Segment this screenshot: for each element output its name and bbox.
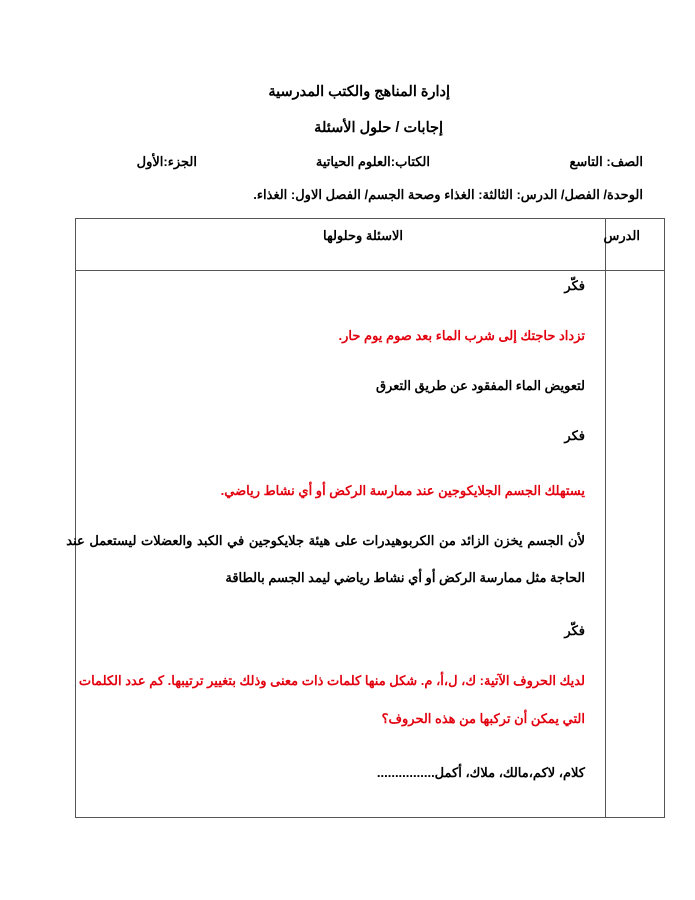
question-text: تزداد حاجتك إلى شرب الماء بعد صوم يوم حار. <box>338 328 585 343</box>
think-label: فكّر <box>564 623 585 638</box>
answer-text: لأن الجسم يخزن الزائد من الكربوهيدرات على هيئة جلايكوجين في الكبد والعضلات ليستعمل عند <box>66 533 585 548</box>
question-text: لديك الحروف الآتية: ك، ل،أ، م. شكل منها كلمات ذات معنى وذلك بتغيير ترتيبها. كم عدد الكلمات <box>78 673 585 688</box>
part-label: الجزء:الأول <box>136 154 197 169</box>
question-text: التي يمكن أن تركبها من هذه الحروف؟ <box>381 711 585 726</box>
directorate-title: إدارة المناهج والكتب المدرسية <box>268 84 450 100</box>
answer-text: الحاجة مثل ممارسة الركض أو أي نشاط رياضي ليمد الجسم بالطاقة <box>225 570 585 585</box>
column-header-lesson: الدرس <box>603 228 640 243</box>
table-divider <box>605 218 606 818</box>
column-header-questions: الاسئلة وحلولها <box>323 228 403 243</box>
answer-text: لتعويض الماء المفقود عن طريق التعرق <box>375 378 585 393</box>
unit-line: الوحدة/ الفصل/ الدرس: الثالثة: الغذاء وصحة الجسم/ الفصل الاول: الغذاء. <box>253 187 643 202</box>
grade-label: الصف: التاسع <box>569 154 643 169</box>
answer-text: كلام، لاكم،مالك، ملاك، أكمل................ <box>376 765 585 780</box>
qa-table <box>75 218 665 818</box>
think-label: فكّر <box>564 278 585 293</box>
table-divider <box>75 270 665 271</box>
question-text: يستهلك الجسم الجلايكوجين عند ممارسة الركض أو أي نشاط رياضي. <box>220 483 585 498</box>
book-label: الكتاب:العلوم الحياتية <box>315 154 430 169</box>
think-label: فكر <box>564 428 585 443</box>
answers-title: إجابات / حلول الأسئلة <box>314 120 443 136</box>
